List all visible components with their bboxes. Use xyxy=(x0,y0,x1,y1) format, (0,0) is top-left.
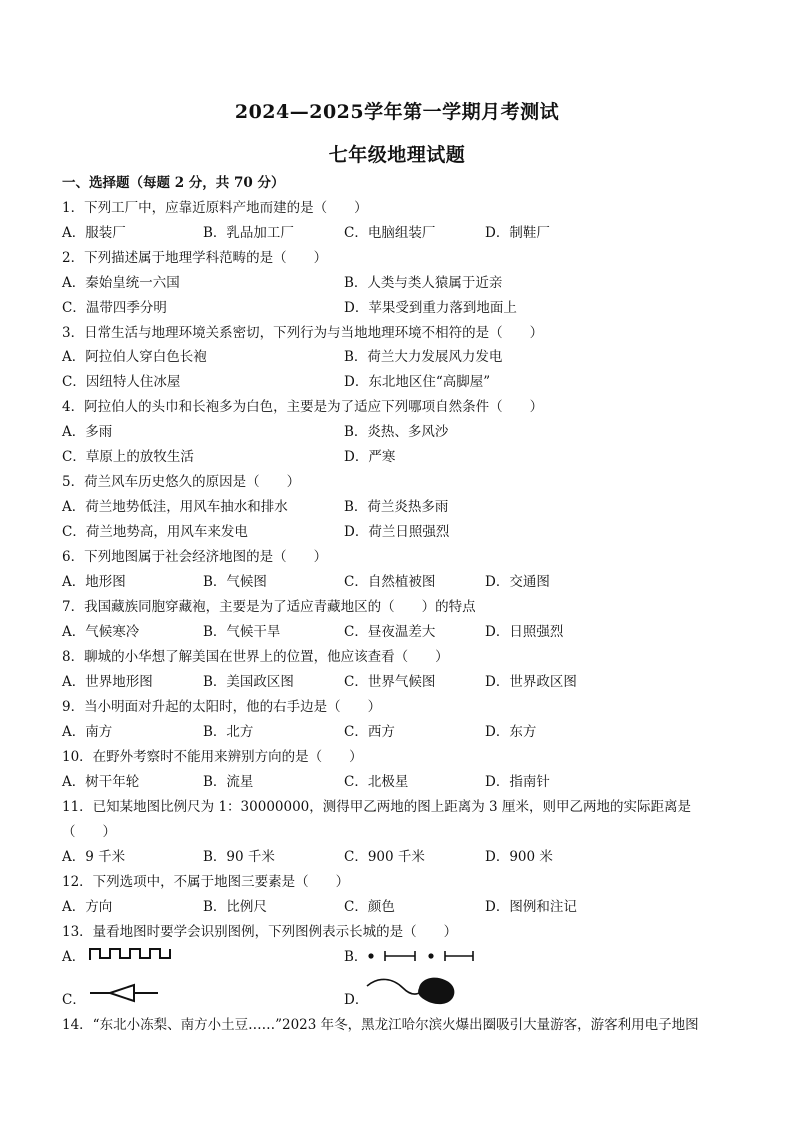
option-c: C．昼夜温差大 xyxy=(344,624,436,640)
option-d: D．严寒 xyxy=(344,449,396,465)
option-a: A．荷兰地势低洼，用风车抽水和排水 xyxy=(62,499,288,515)
question-stem: 6．下列地图属于社会经济地图的是（ ） xyxy=(62,549,328,565)
option-a: A．服装厂 xyxy=(62,225,126,241)
question-stem: 2．下列描述属于地理学科范畴的是（ ） xyxy=(62,250,328,266)
question-stem: 14．“东北小冻梨、南方小土豆……”2023 年冬，黑龙江哈尔滨火爆出圈吸引大量游客，游客利用电子地图 xyxy=(62,1017,699,1033)
option-c: C．北极星 xyxy=(344,774,409,790)
option-d: D． xyxy=(344,992,369,1008)
option-c: C． xyxy=(62,992,86,1008)
option-d: D．交通图 xyxy=(485,574,550,590)
option-c: C．电脑组装厂 xyxy=(344,225,436,241)
option-d: D．指南针 xyxy=(485,774,550,790)
option-b: B．比例尺 xyxy=(203,899,267,915)
option-d: D．900 米 xyxy=(485,849,553,865)
great-wall-symbol-icon xyxy=(88,946,172,962)
option-a: A．方向 xyxy=(62,899,113,915)
option-b: B．流星 xyxy=(203,774,254,790)
option-c: C．草原上的放牧生活 xyxy=(62,449,194,465)
exam-title: 2024—2025学年第一学期月考测试 xyxy=(234,101,560,123)
railway-dot-line-symbol-icon xyxy=(365,948,477,964)
option-c: C．颜色 xyxy=(344,899,395,915)
option-d: D．世界政区图 xyxy=(485,674,577,690)
arrow-triangle-symbol-icon xyxy=(88,982,160,1004)
option-d: D．苹果受到重力落到地面上 xyxy=(344,300,517,316)
question-stem: 13．量看地图时要学会识别图例，下列图例表示长城的是（ ） xyxy=(62,924,458,940)
option-b: B．气候干旱 xyxy=(203,624,281,640)
option-b: B．荷兰炎热多雨 xyxy=(344,499,449,515)
option-a: A．9 千米 xyxy=(62,849,126,865)
option-d: D．图例和注记 xyxy=(485,899,577,915)
option-d: D．制鞋厂 xyxy=(485,225,550,241)
option-a: A．秦始皇统一六国 xyxy=(62,275,180,291)
option-a: A．气候寒冷 xyxy=(62,624,140,640)
question-stem: 1．下列工厂中，应靠近原料产地而建的是（ ） xyxy=(62,200,368,216)
option-a: A． xyxy=(62,949,86,965)
option-a: A．多雨 xyxy=(62,424,113,440)
option-b: B．气候图 xyxy=(203,574,267,590)
option-c: C．荷兰地势高，用风车来发电 xyxy=(62,524,248,540)
question-stem: 8．聊城的小华想了解美国在世界上的位置，他应该查看（ ） xyxy=(62,649,449,665)
question-stem: 10．在野外考察时不能用来辨别方向的是（ ） xyxy=(62,749,363,765)
option-d: D．荷兰日照强烈 xyxy=(344,524,450,540)
option-c: C．世界气候图 xyxy=(344,674,436,690)
option-b: B．90 千米 xyxy=(203,849,275,865)
section-heading: 一、选择题（每题 2 分，共 70 分） xyxy=(62,175,285,191)
option-a: A．树干年轮 xyxy=(62,774,140,790)
question-stem: 11．已知某地图比例尺为 1：30000000，测得甲乙两地的图上距离为 3 厘米，则甲乙两地的实际距离是 xyxy=(62,799,691,815)
option-c: C．因纽特人住冰屋 xyxy=(62,374,181,390)
option-c: C．温带四季分明 xyxy=(62,300,167,316)
option-b: B． xyxy=(344,949,368,965)
option-b: B．美国政区图 xyxy=(203,674,294,690)
question-stem: 9．当小明面对升起的太阳时，他的右手边是（ ） xyxy=(62,699,382,715)
option-d: D．日照强烈 xyxy=(485,624,564,640)
question-stem: 12．下列选项中，不属于地图三要素是（ ） xyxy=(62,874,350,890)
exam-subtitle: 七年级地理试题 xyxy=(328,144,466,166)
option-a: A．地形图 xyxy=(62,574,126,590)
river-lake-symbol-icon xyxy=(365,972,461,1008)
option-a: A．南方 xyxy=(62,724,113,740)
option-b: B．人类与类人猿属于近亲 xyxy=(344,275,503,291)
option-c: C．自然植被图 xyxy=(344,574,436,590)
question-stem: 5．荷兰风车历史悠久的原因是（ ） xyxy=(62,474,301,490)
question-stem: 4．阿拉伯人的头巾和长袍多为白色，主要是为了适应下列哪项自然条件（ ） xyxy=(62,399,544,415)
question-stem: 7．我国藏族同胞穿藏袍，主要是为了适应青藏地区的（ ）的特点 xyxy=(62,599,476,615)
question-stem: 3．日常生活与地理环境关系密切，下列行为与当地地理环境不相符的是（ ） xyxy=(62,325,544,341)
option-d: D．东北地区住“高脚屋” xyxy=(344,374,491,390)
option-a: A．世界地形图 xyxy=(62,674,153,690)
option-a: A．阿拉伯人穿白色长袍 xyxy=(62,349,207,365)
question-stem-continuation: （ ） xyxy=(62,824,116,840)
option-b: B．北方 xyxy=(203,724,254,740)
option-c: C．900 千米 xyxy=(344,849,425,865)
option-d: D．东方 xyxy=(485,724,537,740)
option-b: B．炎热、多风沙 xyxy=(344,424,449,440)
option-b: B．荷兰大力发展风力发电 xyxy=(344,349,503,365)
option-c: C．西方 xyxy=(344,724,395,740)
option-b: B．乳品加工厂 xyxy=(203,225,294,241)
